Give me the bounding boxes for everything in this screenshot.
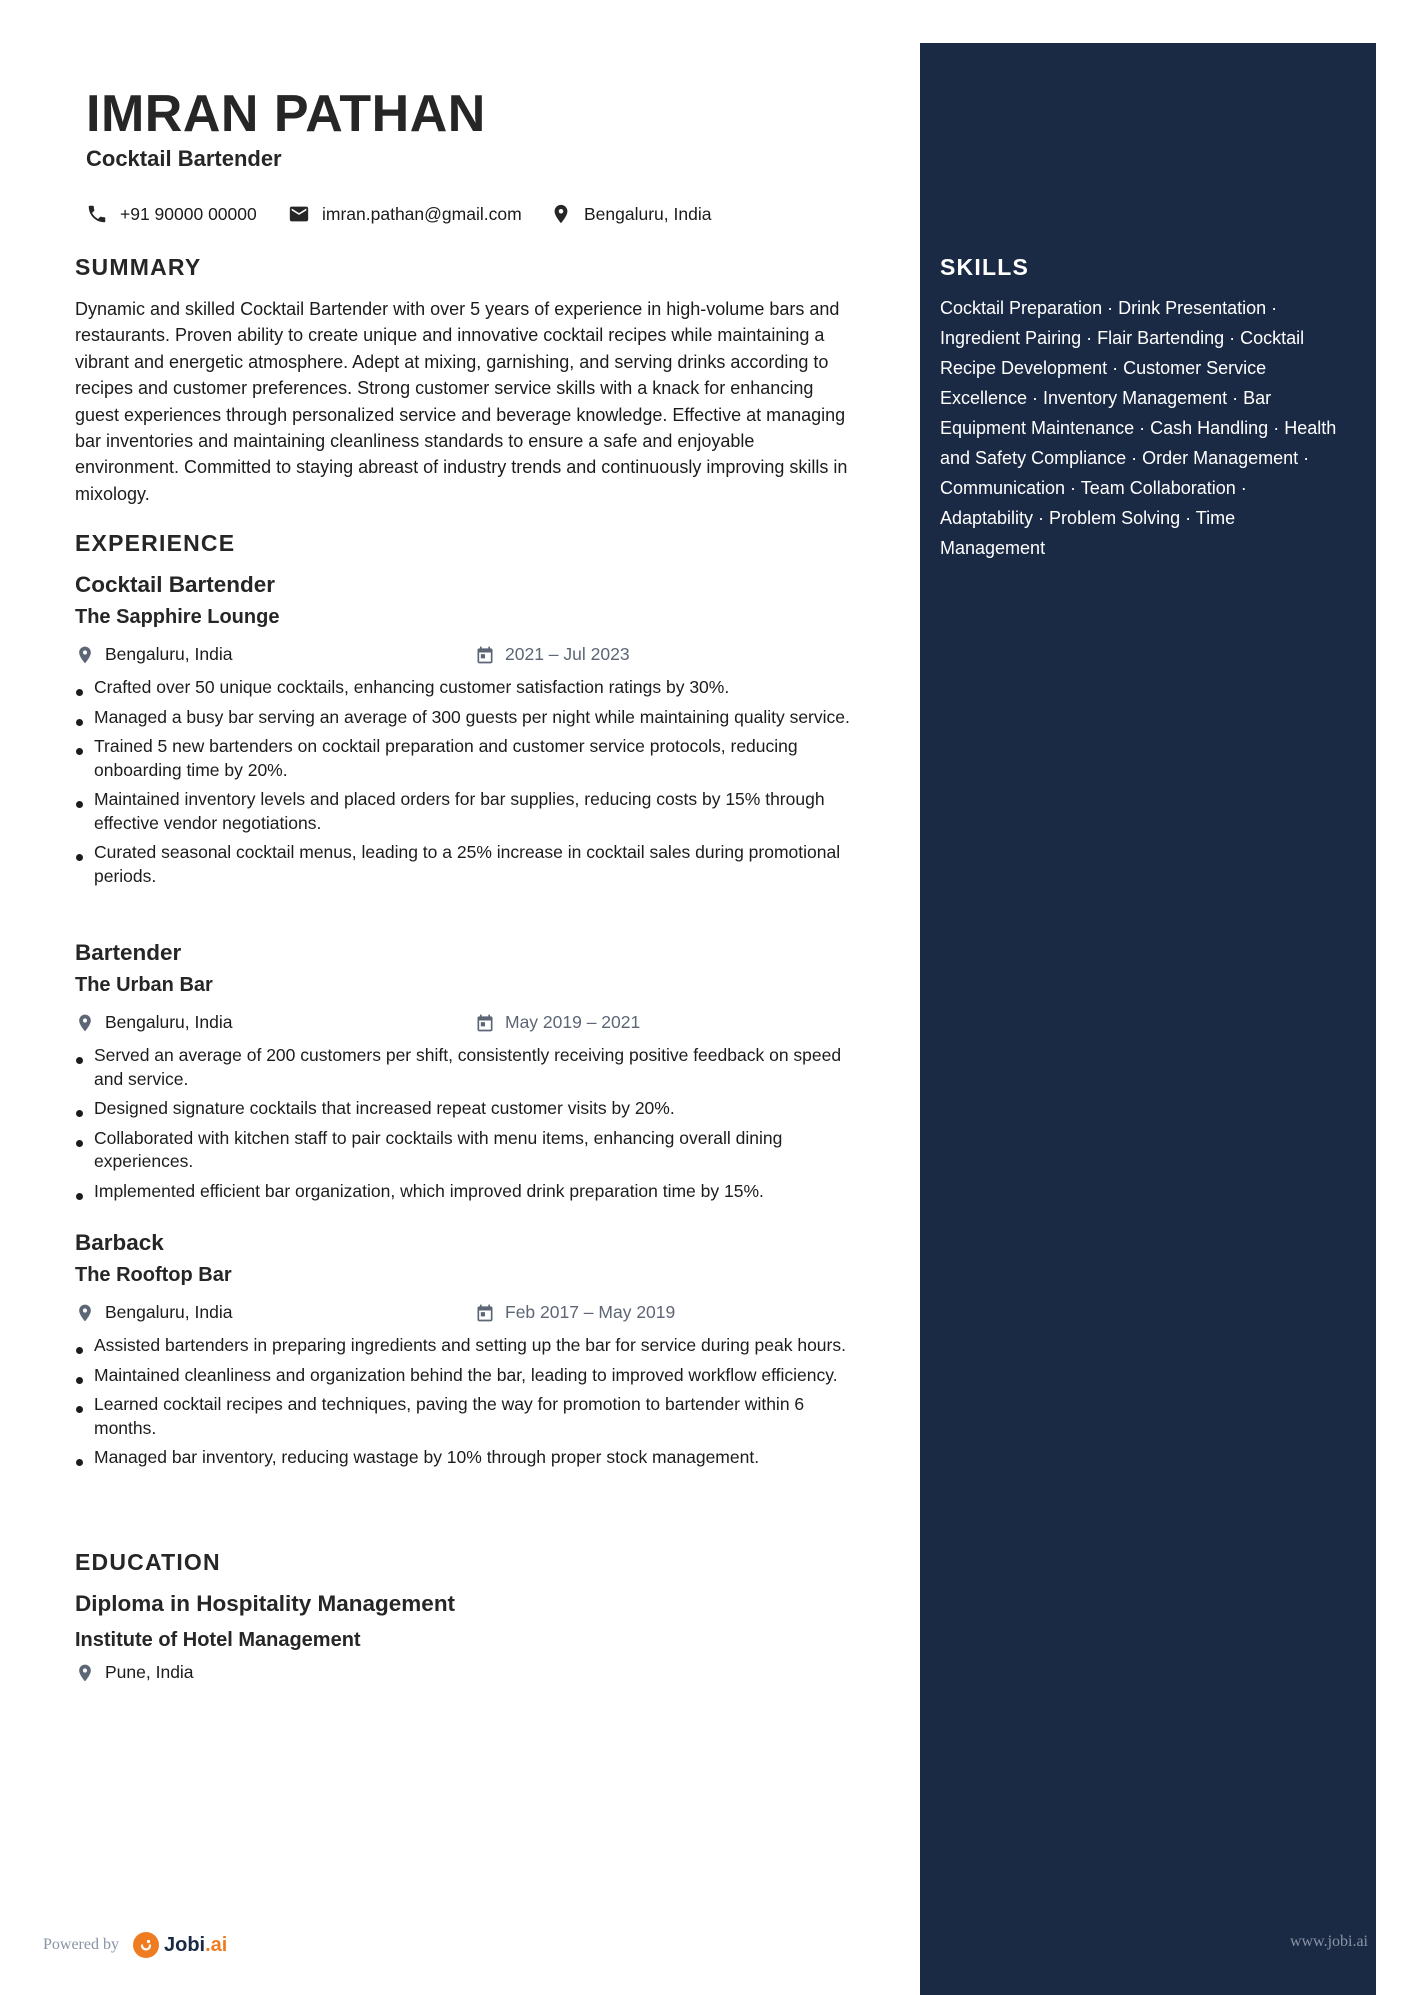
logo-accent: .ai — [205, 1933, 228, 1956]
experience-entry — [75, 1226, 865, 1476]
job-title: Bartender — [75, 940, 182, 965]
job-bullet: Implemented efficient bar organization, which improved drink preparation time by 15%. — [75, 1180, 865, 1204]
job-bullet: Curated seasonal cocktail menus, leading to a 25% increase in cocktail sales during promotional periods. — [75, 841, 865, 888]
job-bullet: Managed bar inventory, reducing wastage by 10% through proper stock management. — [75, 1446, 865, 1470]
contact-location — [550, 203, 711, 225]
job-dates — [475, 644, 630, 665]
calendar-icon — [475, 1303, 495, 1323]
job-bullet: Learned cocktail recipes and techniques, paving the way for promotion to bartender within 6 months. — [75, 1393, 865, 1440]
location-pin-icon — [75, 1013, 95, 1033]
job-bullet: Trained 5 new bartenders on cocktail preparation and customer service protocols, reducing onboarding time by 20%. — [75, 735, 865, 782]
job-bullets — [75, 1044, 865, 1203]
job-dates-text: May 2019 – 2021 — [505, 1012, 641, 1032]
calendar-icon — [475, 645, 495, 665]
job-location-text: Bengaluru, India — [105, 1302, 233, 1322]
job-location — [75, 1012, 232, 1033]
candidate-job-title: Cocktail Bartender — [86, 146, 282, 171]
mail-icon — [288, 203, 310, 225]
location-pin-icon — [75, 1663, 95, 1683]
job-dates-text: 2021 – Jul 2023 — [505, 644, 630, 664]
job-dates — [475, 1012, 640, 1033]
education-location — [75, 1662, 865, 1683]
job-bullet: Collaborated with kitchen staff to pair cocktails with menu items, enhancing overall dining experiences. — [75, 1127, 865, 1174]
email-text: imran.pathan@gmail.com — [322, 203, 522, 224]
job-title: Barback — [75, 1230, 164, 1255]
experience-heading: EXPERIENCE — [75, 530, 236, 556]
job-company: The Sapphire Lounge — [75, 606, 280, 628]
job-bullet: Managed a busy bar serving an average of 300 guests per night while maintaining quality service. — [75, 706, 865, 730]
jobi-logo-icon — [133, 1932, 159, 1958]
job-bullet: Served an average of 200 customers per shift, consistently receiving positive feedback on speed and service. — [75, 1044, 865, 1091]
candidate-name: IMRAN PATHAN — [86, 85, 486, 143]
education-location-text: Pune, India — [105, 1662, 194, 1682]
calendar-icon — [475, 1013, 495, 1033]
job-bullet: Crafted over 50 unique cocktails, enhancing customer satisfaction ratings by 30%. — [75, 676, 865, 700]
skills-list: Cocktail Preparation · Drink Presentation · Ingredient Pairing · Flair Bartending · Cocktail Recipe Development · Customer Service Excellence · Inventory Management · Bar Equipment Maintenance · Cash Handling · Health and Safety Compliance · Order Management · Communication · Team Collaboration · Adaptability · Problem Solving · Time Management — [940, 298, 1337, 558]
education-school: Institute of Hotel Management — [75, 1629, 361, 1651]
job-bullet: Maintained cleanliness and organization behind the bar, leading to improved workflow efficiency. — [75, 1364, 865, 1388]
job-bullets — [75, 676, 865, 888]
contact-phone — [86, 203, 257, 225]
location-pin-icon — [550, 203, 572, 225]
job-location — [75, 644, 232, 665]
job-title: Cocktail Bartender — [75, 572, 276, 597]
skills-heading: SKILLS — [940, 254, 1029, 280]
job-company: The Urban Bar — [75, 974, 213, 996]
location-pin-icon — [75, 1303, 95, 1323]
powered-by-label: Powered by — [43, 1936, 119, 1953]
location-text: Bengaluru, India — [584, 203, 712, 224]
job-location-text: Bengaluru, India — [105, 644, 233, 664]
job-location — [75, 1302, 232, 1323]
job-company: The Rooftop Bar — [75, 1264, 232, 1286]
job-bullets — [75, 1334, 865, 1470]
job-bullet: Assisted bartenders in preparing ingredients and setting up the bar for service during peak hours. — [75, 1334, 865, 1358]
logo-main: Jobi — [163, 1933, 206, 1956]
job-bullet: Designed signature cocktails that increased repeat customer visits by 20%. — [75, 1097, 865, 1121]
job-bullet: Maintained inventory levels and placed orders for bar supplies, reducing costs by 15% through effective vendor negotiations. — [75, 788, 865, 835]
education-heading: EDUCATION — [75, 1549, 221, 1575]
experience-entry — [75, 568, 865, 894]
job-location-text: Bengaluru, India — [105, 1012, 233, 1032]
experience-entry — [75, 936, 865, 1209]
education-entry — [75, 1586, 865, 1683]
location-pin-icon — [75, 645, 95, 665]
contact-email — [288, 203, 522, 225]
job-meta — [75, 644, 865, 674]
phone-icon — [86, 203, 108, 225]
job-meta — [75, 1302, 865, 1332]
job-meta — [75, 1012, 865, 1042]
site-link[interactable]: www.jobi.ai — [1289, 1933, 1368, 1950]
phone-text: +91 90000 00000 — [120, 203, 257, 224]
job-dates — [475, 1302, 675, 1323]
summary-text: Dynamic and skilled Cocktail Bartender with over 5 years of experience in high-volume bars and restaurants. Proven ability to create unique and innovative cocktail recipes while maintaining a vibrant and energetic atmosphere. Adept at mixing, garnishing, and serving drinks according to recipes and customer preferences. Strong customer service skills with a knack for enhancing guest experiences through personalized service and beverage knowledge. Effective at managing bar inventories and maintaining cleanliness standards to ensure a safe and enjoyable environment. Committed to staying abreast of industry trends and continuously improving skills in mixology. — [75, 299, 848, 504]
summary-heading: SUMMARY — [75, 254, 202, 280]
job-dates-text: Feb 2017 – May 2019 — [505, 1302, 676, 1322]
jobi-logo-text[interactable] — [164, 1934, 227, 1957]
education-degree: Diploma in Hospitality Management — [75, 1591, 456, 1616]
powered-by-footer — [43, 1932, 227, 1958]
